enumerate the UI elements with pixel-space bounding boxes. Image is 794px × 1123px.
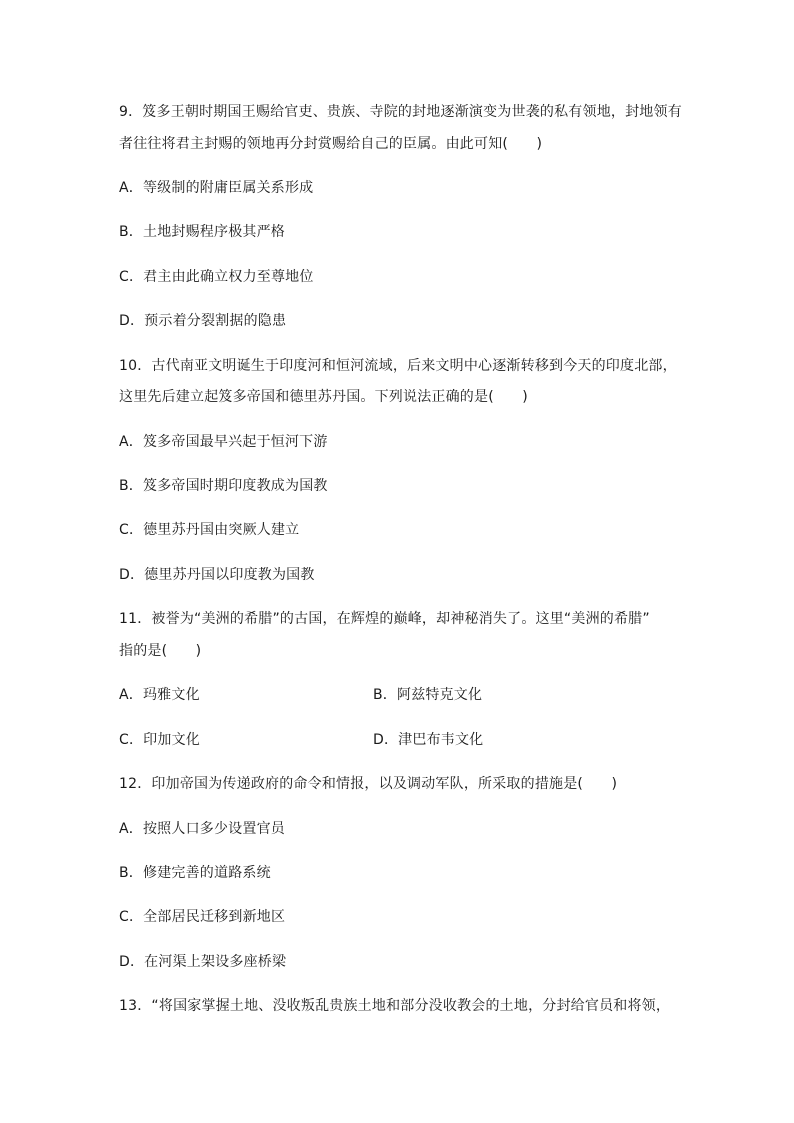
question-11-stem-line-2: 指的是( ) (119, 643, 202, 659)
question-11-option-b: B．阿兹特克文化 (373, 687, 483, 703)
question-11-option-a: A．玛雅文化 (119, 687, 200, 703)
question-9-stem-line-2: 者往往将君主封赐的领地再分封赏赐给自己的臣属。由此可知( ) (119, 136, 543, 152)
question-12-option-a: A．按照人口多少设置官员 (119, 821, 285, 837)
question-12-option-c: C．全部居民迁移到新地区 (119, 909, 286, 925)
question-10-option-a: A．笈多帝国最早兴起于恒河下游 (119, 434, 328, 450)
question-11-stem-line-1: 11．被誉为“美洲的希腊”的古国，在辉煌的巅峰，却神秘消失了。这里“美洲的希腊” (119, 611, 650, 627)
question-12-option-b: B．修建完善的道路系统 (119, 865, 271, 881)
question-13-stem-line-1: 13．“将国家掌握土地、没收叛乱贵族土地和部分没收教会的土地，分封给官员和将领， (119, 998, 671, 1014)
question-11-option-c: C．印加文化 (119, 732, 200, 748)
question-10-option-c: C．德里苏丹国由突厥人建立 (119, 522, 300, 538)
question-10-stem-line-1: 10．古代南亚文明诞生于印度河和恒河流域，后来文明中心逐渐转移到今天的印度北部， (119, 358, 677, 374)
question-9-option-a: A．等级制的附庸臣属关系形成 (119, 180, 314, 196)
question-9-option-c: C．君主由此确立权力至尊地位 (119, 269, 314, 285)
question-12-stem-line-1: 12．印加帝国为传递政府的命令和情报，以及调动军队，所采取的措施是( ) (119, 776, 618, 792)
question-12-option-d: D．在河渠上架设多座桥梁 (119, 954, 287, 970)
question-10-option-b: B．笈多帝国时期印度教成为国教 (119, 478, 328, 494)
question-11-option-d: D．津巴布韦文化 (373, 732, 484, 748)
question-9-stem-line-1: 9．笈多王朝时期国王赐给官吏、贵族、寺院的封地逐渐演变为世袭的私有领地，封地领有 (119, 104, 682, 120)
question-9-option-b: B．土地封赐程序极其严格 (119, 224, 286, 240)
question-9-option-d: D．预示着分裂割据的隐患 (119, 313, 287, 329)
question-10-option-d: D．德里苏丹国以印度教为国教 (119, 567, 315, 583)
question-10-stem-line-2: 这里先后建立起笈多帝国和德里苏丹国。下列说法正确的是( ) (119, 389, 528, 405)
